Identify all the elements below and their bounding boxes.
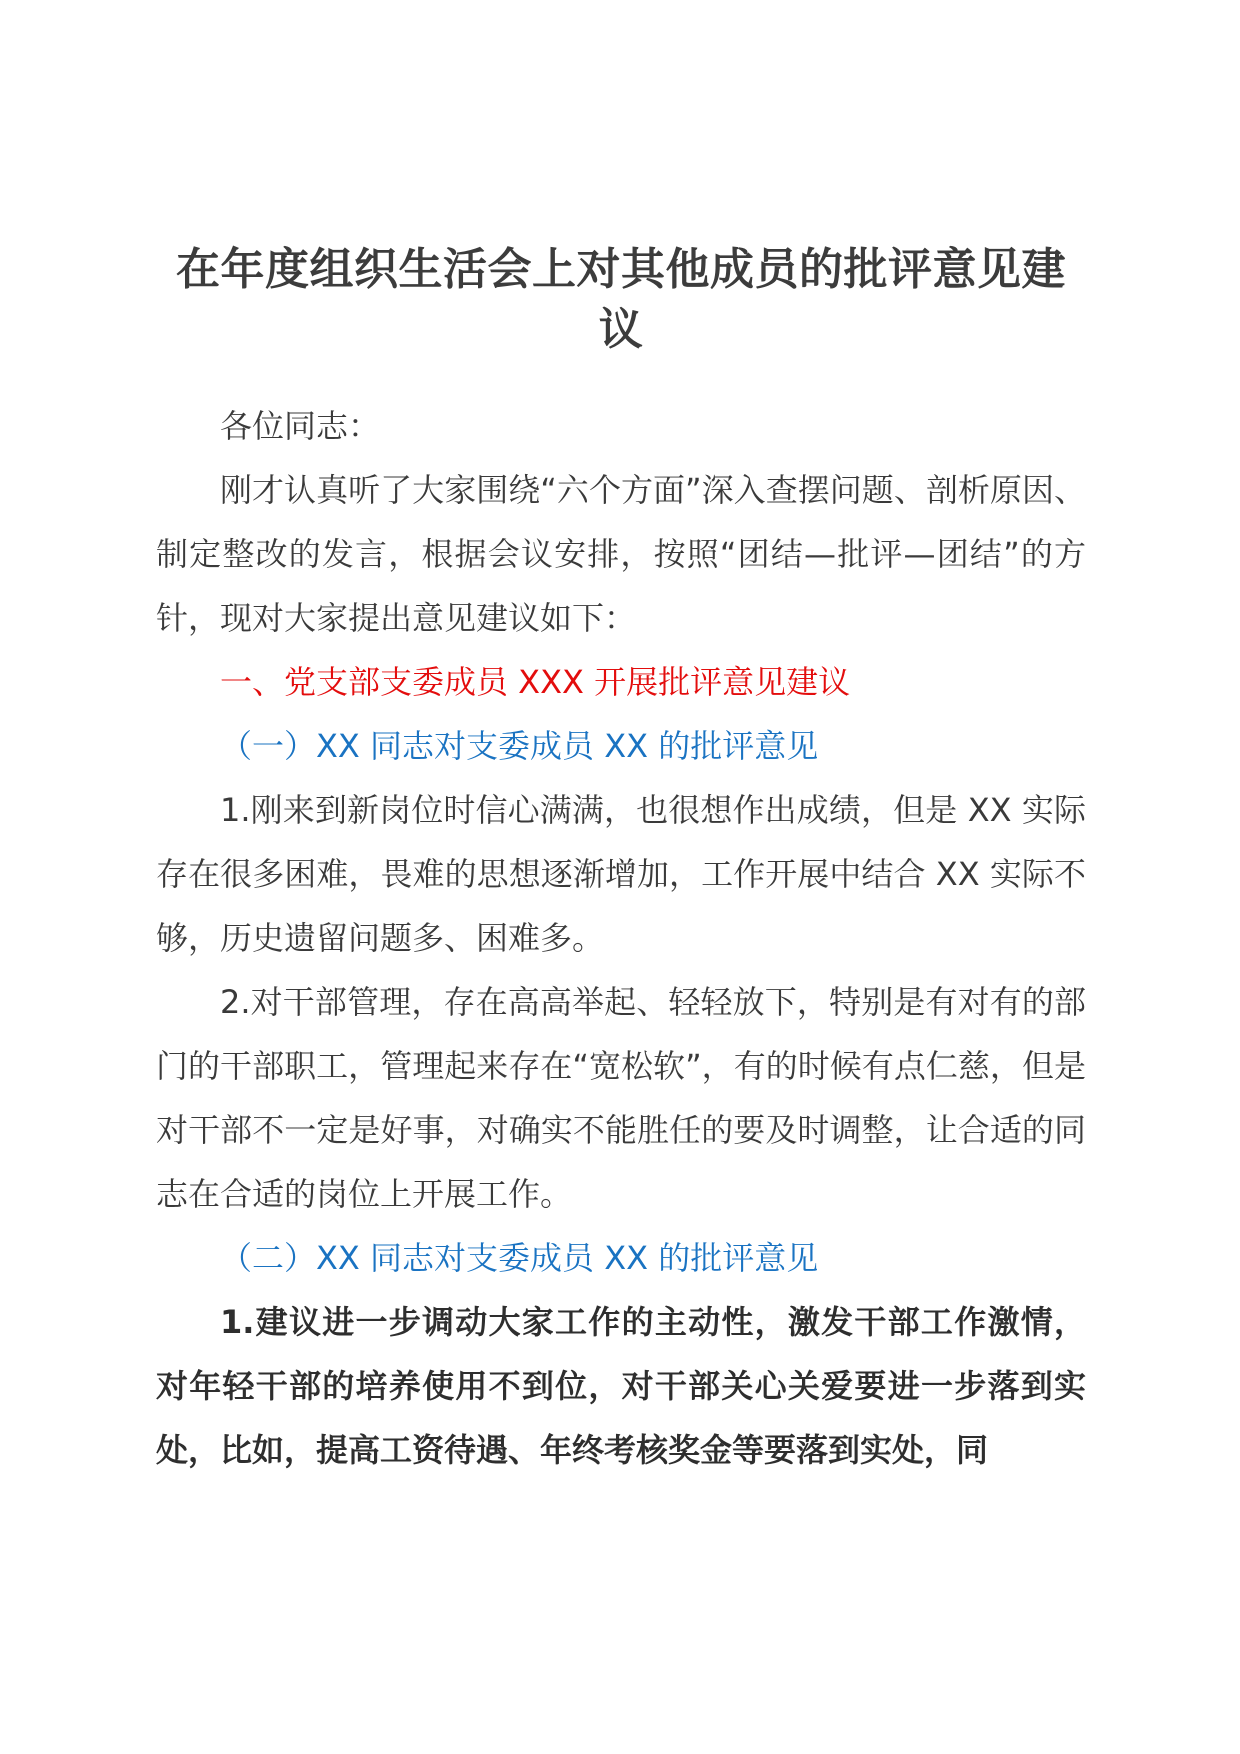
paragraph-item-1-1: 1.刚来到新岗位时信心满满，也很想作出成绩，但是 XX 实际存在很多困难，畏难的思想逐渐增加，工作开展中结合 XX 实际不够，历史遗留问题多、困难多。 (156, 791, 1086, 957)
section-heading-1: 一、党支部支委成员 XXX 开展批评意见建议 (220, 663, 851, 701)
document-title: 在年度组织生活会上对其他成员的批评意见建议 (176, 244, 1066, 355)
paragraph-item-2-1: 1.建议进一步调动大家工作的主动性，激发干部工作激情，对年轻干部的培养使用不到位，对干部关心关爱要进一步落到实处，比如，提高工资待遇、年终考核奖金等要落到实处，同 (156, 1303, 1086, 1469)
intro-paragraph: 刚才认真听了大家围绕“六个方面”深入查摆问题、剖析原因、制定整改的发言，根据会议安排，按照“团结—批评—团结”的方针，现对大家提出意见建议如下： (156, 471, 1086, 637)
paragraph-item-1-2: 2.对干部管理，存在高高举起、轻轻放下，特别是有对有的部门的干部职工，管理起来存在“宽松软”，有的时候有点仁慈，但是对干部不一定是好事，对确实不能胜任的要及时调整，让合适的同志在合适的岗位上开展工作。 (156, 983, 1086, 1213)
subsection-heading-1: （一）XX 同志对支委成员 XX 的批评意见 (220, 727, 819, 765)
document-page (156, 240, 1086, 1482)
salutation: 各位同志： (220, 407, 381, 445)
subsection-heading-2: （二）XX 同志对支委成员 XX 的批评意见 (220, 1239, 819, 1277)
